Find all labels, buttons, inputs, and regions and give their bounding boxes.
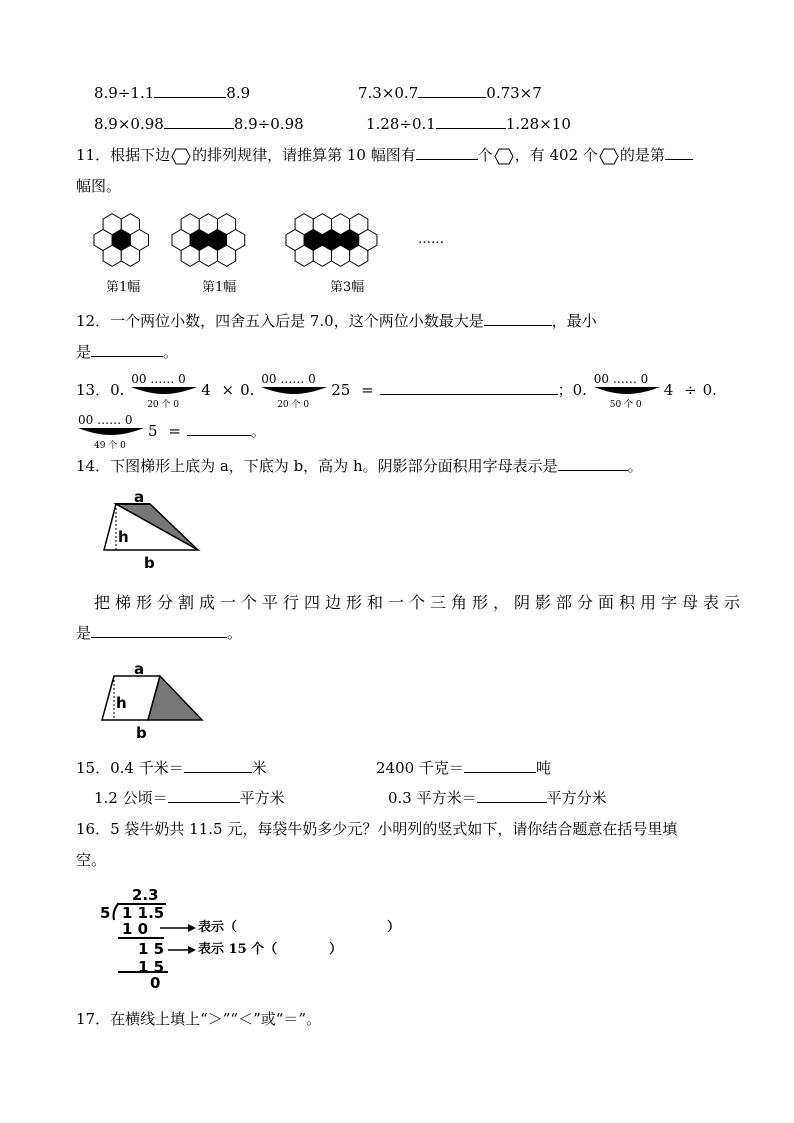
label-b: b bbox=[136, 724, 147, 740]
question-13-cont: 00 …… 0 49 个 0 5 = 。 bbox=[78, 413, 266, 451]
repeating-zeros: 00 …… 0 20 个 0 bbox=[129, 381, 201, 401]
hexagon-pattern-figure bbox=[90, 204, 450, 276]
answer-blank[interactable] bbox=[380, 380, 558, 395]
question-11-cont: 幅图。 bbox=[76, 177, 122, 195]
question-17: 17．在横线上填上“＞”“＜”或“＝”。 bbox=[76, 1010, 322, 1028]
compare-row-1: 8.9÷1.1 8.9 bbox=[94, 84, 251, 102]
repeating-zeros: 00 …… 0 50 个 0 bbox=[592, 381, 664, 401]
label-h: h bbox=[118, 528, 129, 546]
answer-blank[interactable] bbox=[168, 788, 240, 803]
annotation-2: 表示 15 个（ ） bbox=[198, 942, 343, 957]
white-hexagon bbox=[350, 245, 368, 266]
dividend: 1 1.5 bbox=[122, 904, 165, 922]
annotation-1: 表示（ ） bbox=[198, 920, 401, 935]
partial-product-2: 1 5 bbox=[138, 958, 165, 976]
answer-blank[interactable] bbox=[91, 623, 227, 638]
partial-product-1: 1 0 bbox=[122, 920, 149, 938]
white-hexagon bbox=[181, 245, 199, 266]
label-h: h bbox=[116, 694, 127, 712]
question-15-d: 0.3 平方米＝ 平方分米 bbox=[388, 789, 607, 807]
remainder-1: 1 5 bbox=[138, 940, 165, 958]
trapezoid-figure-2 bbox=[94, 656, 206, 740]
compare-row-2b: 1.28÷0.1 1.28×10 bbox=[366, 115, 571, 133]
label-b: b bbox=[144, 554, 155, 570]
label-a: a bbox=[134, 490, 145, 506]
answer-blank[interactable] bbox=[665, 145, 693, 160]
figure-label: 第1幅 bbox=[106, 280, 141, 295]
question-14-part2-cont: 是 。 bbox=[76, 624, 243, 642]
white-hexagon bbox=[313, 245, 331, 266]
answer-blank[interactable] bbox=[91, 342, 163, 357]
answer-blank[interactable] bbox=[464, 758, 536, 773]
question-14-part2: 把梯形分割成一个平行四边形和一个三角形，阴影部分面积用字母表示 bbox=[94, 593, 746, 612]
figure-label: 第1幅 bbox=[202, 280, 237, 295]
hexagon-icon bbox=[599, 148, 619, 165]
answer-blank[interactable] bbox=[484, 311, 552, 326]
label-a: a bbox=[134, 660, 145, 678]
compare-row-2: 8.9×0.98 8.9÷0.98 bbox=[94, 115, 304, 133]
divisor: 5 bbox=[100, 904, 111, 922]
white-hexagon bbox=[121, 245, 139, 266]
ellipsis: …… bbox=[418, 232, 444, 247]
answer-blank[interactable] bbox=[184, 758, 252, 773]
white-hexagon bbox=[103, 245, 121, 266]
answer-blank[interactable] bbox=[477, 788, 547, 803]
question-14: 14．下图梯形上底为 a，下底为 b，高为 h。阴影部分面积用字母表示是 。 bbox=[76, 457, 643, 475]
question-13: 13．0. 00 …… 0 20 个 0 4 × 0. 00 …… 0 20 个 0 25 = ；0. 00 …… 0 50 个 0 4 ÷ 0. bbox=[76, 372, 717, 410]
question-16-cont: 空。 bbox=[76, 851, 107, 869]
answer-blank[interactable] bbox=[154, 83, 226, 98]
trapezoid-figure-1 bbox=[96, 490, 208, 570]
repeating-zeros: 00 …… 0 20 个 0 bbox=[259, 381, 331, 401]
answer-blank[interactable] bbox=[416, 145, 478, 160]
repeating-zeros: 00 …… 0 49 个 0 bbox=[76, 422, 148, 442]
answer-blank[interactable] bbox=[436, 114, 506, 129]
arrow-icons bbox=[158, 920, 198, 960]
answer-blank[interactable] bbox=[187, 421, 251, 436]
question-12-cont: 是 。 bbox=[76, 343, 179, 361]
white-hexagon bbox=[331, 245, 349, 266]
white-hexagon bbox=[199, 245, 217, 266]
compare-row-1b: 7.3×0.7 0.73×7 bbox=[358, 84, 542, 102]
hexagon-icon bbox=[171, 148, 191, 165]
quotient: 2.3 bbox=[132, 886, 159, 904]
question-12: 12．一个两位小数，四舍五入后是 7.0，这个两位小数最大是 ，最小 bbox=[76, 312, 597, 330]
answer-blank[interactable] bbox=[418, 83, 486, 98]
white-hexagon bbox=[217, 245, 235, 266]
white-hexagon bbox=[295, 245, 313, 266]
figure-label: 第3幅 bbox=[330, 280, 365, 295]
answer-blank[interactable] bbox=[558, 456, 628, 471]
question-11: 11．根据下边 的排列规律，请推算第 10 幅图有 个 ，有 402 个 的是第 bbox=[76, 145, 693, 165]
question-15-a: 15．0.4 千米＝ 米 bbox=[76, 759, 267, 777]
hexagon-icon bbox=[494, 148, 514, 165]
question-15-b: 2400 千克＝ 吨 bbox=[376, 759, 551, 777]
question-15-c: 1.2 公顷＝ 平方米 bbox=[94, 789, 285, 807]
answer-blank[interactable] bbox=[164, 114, 234, 129]
remainder-final: 0 bbox=[150, 974, 161, 992]
question-16: 16．5 袋牛奶共 11.5 元，每袋牛奶多少元？小明列的竖式如下，请你结合题意在括号里填 bbox=[76, 820, 678, 838]
